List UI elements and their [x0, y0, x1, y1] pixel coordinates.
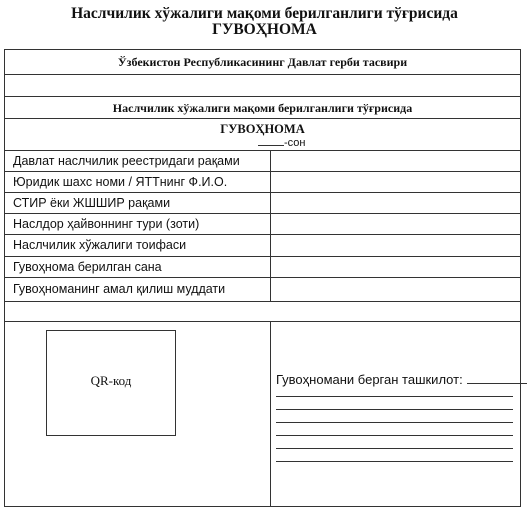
field-row-6	[5, 277, 520, 301]
issuer-line-2[interactable]	[276, 409, 513, 410]
field-divider	[270, 235, 271, 256]
issuer-label: Гувоҳномани берган ташкилот:	[276, 372, 463, 387]
issuer-line-4[interactable]	[276, 435, 513, 436]
issuer-blank[interactable]	[467, 372, 527, 384]
field-label-6: Гувоҳноманинг амал қилиш муддати	[13, 282, 226, 296]
field-label-4: Наслчилик хўжалиги тоифаси	[13, 238, 187, 252]
field-divider	[270, 151, 271, 171]
field-row-1	[5, 171, 520, 192]
cert-number-suffix: -сон	[284, 137, 306, 149]
field-divider	[270, 278, 271, 301]
field-row-2	[5, 192, 520, 213]
field-divider	[270, 193, 271, 213]
field-divider	[270, 257, 271, 277]
emblem-row	[5, 50, 520, 74]
field-row-5	[5, 256, 520, 277]
issuer-line-3[interactable]	[276, 422, 513, 423]
field-row-0	[5, 150, 520, 171]
form-subtitle: Наслчилик хўжалиги мақоми берилганлиги тўғрисида	[112, 101, 413, 115]
field-label-3: Наслдор ҳайвоннинг тури (зоти)	[13, 217, 200, 231]
field-label-2: СТИР ёки ЖШШИР рақами	[13, 196, 171, 210]
cert-number	[258, 136, 305, 149]
field-label-0: Давлат наслчилик реестридаги рақами	[13, 154, 240, 168]
qr-code-label: QR-код	[90, 373, 132, 388]
cert-title-row	[5, 118, 520, 150]
field-label-5: Гувоҳнома берилган сана	[13, 260, 162, 274]
cert-number-blank[interactable]	[258, 136, 284, 146]
issuer-field	[276, 372, 527, 387]
certificate-frame	[4, 49, 521, 507]
field-divider	[270, 172, 271, 192]
issuer-line-1[interactable]	[276, 396, 513, 397]
field-row-4	[5, 234, 520, 256]
field-divider	[270, 214, 271, 234]
field-row-3	[5, 213, 520, 234]
bottom-divider	[270, 322, 271, 507]
issuer-line-5[interactable]	[276, 448, 513, 449]
cert-title: ГУВОҲНОМА	[220, 122, 305, 136]
empty-row-2	[5, 301, 520, 321]
emblem-caption: Ўзбекистон Республикасининг Давлат герби тасвири	[117, 55, 408, 69]
subtitle-row	[5, 96, 520, 118]
document-title-line1: Наслчилик хўжалиги мақоми берилганлиги тўғрисида	[71, 5, 458, 22]
qr-code-box	[46, 330, 176, 436]
issuer-line-6[interactable]	[276, 461, 513, 462]
document-title-line2: ГУВОҲНОМА	[212, 21, 317, 38]
empty-row-1	[5, 74, 520, 96]
field-label-1: Юридик шахс номи / ЯТТнинг Ф.И.О.	[13, 175, 228, 189]
